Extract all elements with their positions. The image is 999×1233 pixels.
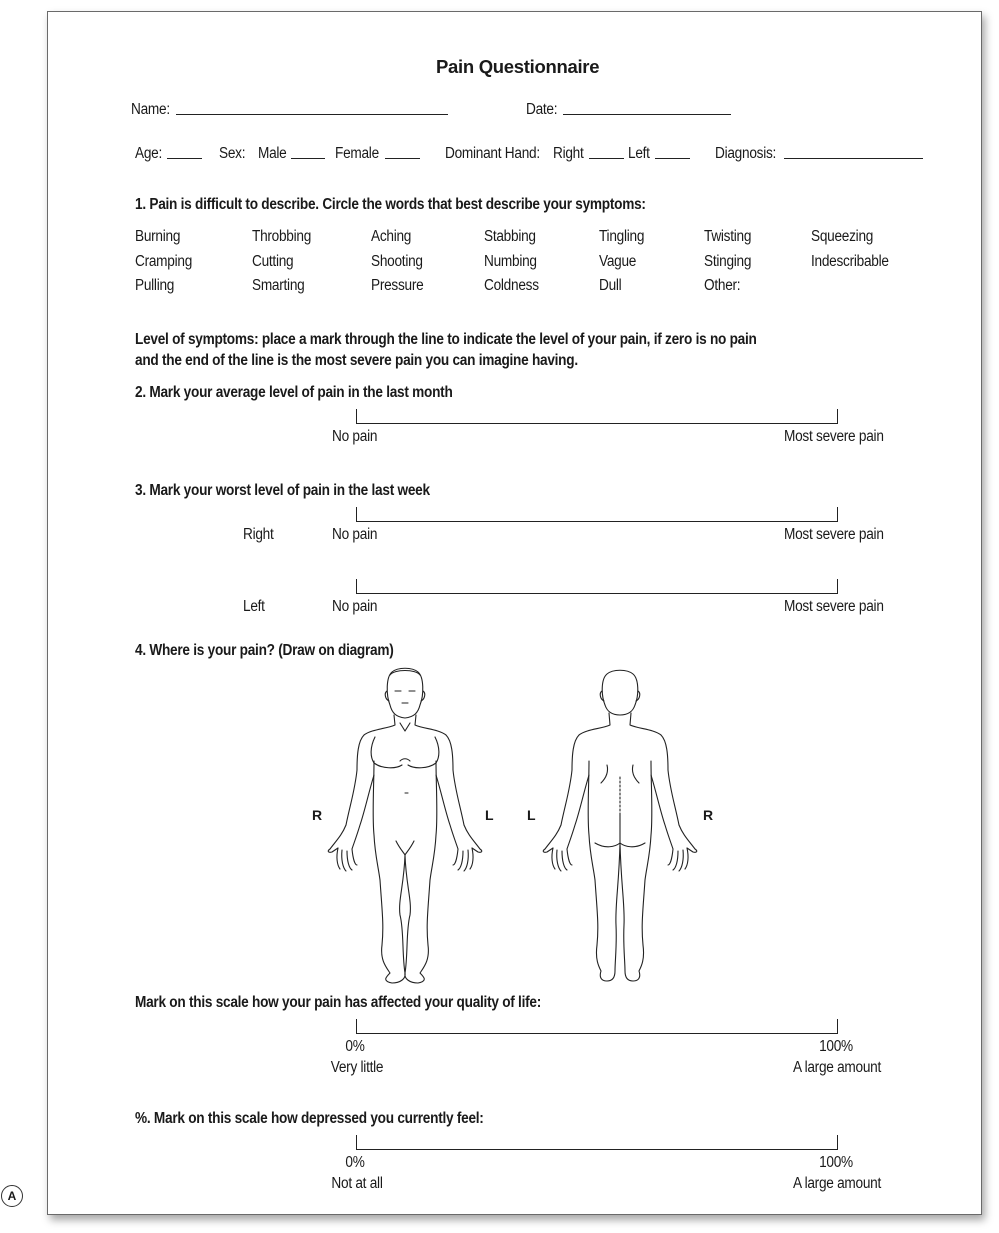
dominant-hand-label: Dominant Hand: (445, 145, 540, 162)
depression-max-pct: 100% (819, 1154, 853, 1171)
q3-left-side-label: Left (243, 598, 265, 615)
q3-right-max-label: Most severe pain (784, 526, 884, 543)
pain-word[interactable]: Aching (371, 228, 412, 245)
depression-max-label: A large amount (792, 1175, 882, 1192)
date-label: Date: (526, 101, 558, 118)
diagnosis-label: Diagnosis: (715, 145, 777, 162)
pain-word[interactable]: Other: (704, 277, 741, 294)
q3-right-side-label: Right (243, 526, 274, 543)
right-hand-field[interactable] (589, 158, 624, 159)
age-field[interactable] (167, 158, 202, 159)
level-instructions-line2: and the end of the line is the most severe pain you can imagine having. (135, 352, 578, 369)
front-left-side-label: L (485, 807, 494, 823)
body-front-diagram[interactable] (320, 665, 490, 985)
back-left-side-label: L (527, 807, 536, 823)
q2-max-label: Most severe pain (784, 428, 884, 445)
back-right-side-label: R (703, 807, 714, 823)
female-field[interactable] (385, 158, 420, 159)
pain-word[interactable]: Cutting (252, 253, 294, 270)
pain-word[interactable]: Coldness (484, 277, 539, 294)
pain-word[interactable]: Indescribable (811, 253, 889, 270)
figure-marker-badge: A (1, 1185, 23, 1207)
qol-max-label: A large amount (792, 1059, 882, 1076)
q1-prompt: 1. Pain is difficult to describe. Circle the words that best describe your symptoms: (135, 196, 646, 213)
pain-word[interactable]: Smarting (252, 277, 305, 294)
depression-min-pct: 0% (345, 1154, 365, 1171)
pain-word[interactable]: Vague (599, 253, 637, 270)
pain-word[interactable]: Stabbing (484, 228, 536, 245)
body-front-outline-icon (328, 668, 481, 983)
male-label: Male (258, 145, 287, 162)
diagnosis-field[interactable] (784, 158, 923, 159)
pain-word[interactable]: Cramping (135, 253, 193, 270)
worst-pain-right-scale[interactable] (356, 507, 838, 522)
pain-word[interactable]: Squeezing (811, 228, 874, 245)
pain-word[interactable]: Shooting (371, 253, 423, 270)
male-field[interactable] (291, 158, 325, 159)
level-instructions-line1: Level of symptoms: place a mark through the line to indicate the level of your pain, if zero is no pain (135, 331, 757, 348)
average-pain-scale[interactable] (356, 409, 838, 424)
q4-prompt: 4. Where is your pain? (Draw on diagram) (135, 642, 394, 659)
left-hand-field[interactable] (655, 158, 690, 159)
pain-word[interactable]: Twisting (704, 228, 752, 245)
sex-label: Sex: (219, 145, 246, 162)
pain-word[interactable]: Stinging (704, 253, 752, 270)
depression-prompt: %. Mark on this scale how depressed you currently feel: (135, 1110, 484, 1127)
front-right-side-label: R (312, 807, 323, 823)
age-label: Age: (135, 145, 163, 162)
q3-left-min-label: No pain (332, 598, 378, 615)
female-label: Female (335, 145, 379, 162)
q3-left-max-label: Most severe pain (784, 598, 884, 615)
right-hand-label: Right (553, 145, 584, 162)
page-title: Pain Questionnaire (436, 56, 600, 77)
worst-pain-left-scale[interactable] (356, 579, 838, 594)
pain-word[interactable]: Numbing (484, 253, 537, 270)
body-back-diagram[interactable] (535, 665, 705, 985)
pain-word[interactable]: Throbbing (252, 228, 312, 245)
q2-prompt: 2. Mark your average level of pain in the last month (135, 384, 453, 401)
qol-max-pct: 100% (819, 1038, 853, 1055)
depression-scale[interactable] (356, 1135, 838, 1150)
q3-prompt: 3. Mark your worst level of pain in the last week (135, 482, 430, 499)
name-label: Name: (131, 101, 170, 118)
qol-min-label: Very little (330, 1059, 384, 1076)
pain-word[interactable]: Burning (135, 228, 181, 245)
pain-word[interactable]: Pressure (371, 277, 424, 294)
name-field[interactable] (176, 114, 448, 115)
quality-of-life-prompt: Mark on this scale how your pain has affected your quality of life: (135, 994, 541, 1011)
q2-min-label: No pain (332, 428, 378, 445)
qol-min-pct: 0% (345, 1038, 365, 1055)
body-back-outline-icon (543, 670, 696, 981)
pain-word[interactable]: Dull (599, 277, 622, 294)
depression-min-label: Not at all (331, 1175, 383, 1192)
quality-of-life-scale[interactable] (356, 1019, 838, 1034)
date-field[interactable] (563, 114, 731, 115)
left-hand-label: Left (628, 145, 650, 162)
pain-word[interactable]: Pulling (135, 277, 175, 294)
q3-right-min-label: No pain (332, 526, 378, 543)
pain-word[interactable]: Tingling (599, 228, 645, 245)
